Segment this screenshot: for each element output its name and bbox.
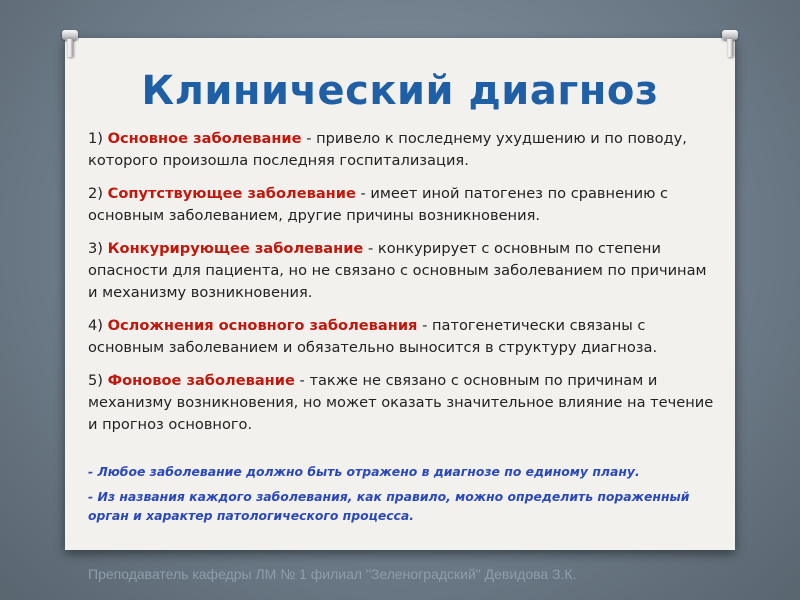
list-item [88, 238, 720, 304]
pushpin-icon [62, 30, 78, 58]
note-line: - Из названия каждого заболевания, как правило, можно определить пораженный орган и характер патологического процесса. [88, 489, 690, 523]
footer-author: Преподаватель кафедры ЛМ № 1 филиал "Зеленоградский" Девидова З.К. [88, 566, 577, 582]
item-term: Основное заболевание [107, 130, 302, 147]
item-description: - конкурирует с основным по степени опасности для пациента, но не связано с основным заболеванием по причинам и механизму возникновения. [88, 240, 707, 301]
list-item [88, 183, 720, 227]
pushpin-icon [722, 30, 738, 58]
item-description: - привело к последнему ухудшению и по поводу, которого произошла последняя госпитализация. [88, 130, 687, 169]
item-number: 2) [88, 185, 103, 202]
item-term: Сопутствующее заболевание [107, 185, 356, 202]
note-line: - Любое заболевание должно быть отражено в диагнозе по единому плану. [88, 464, 640, 479]
slide-title: Клинический диагноз [141, 68, 659, 114]
item-number: 5) [88, 372, 103, 389]
item-number: 3) [88, 240, 103, 257]
item-term: Осложнения основного заболевания [107, 317, 418, 334]
list-item [88, 315, 720, 359]
item-number: 4) [88, 317, 103, 334]
notes [88, 462, 720, 531]
item-description: - имеет иной патогенез по сравнению с основным заболеванием, другие причины возникновения. [88, 185, 669, 224]
list-item [88, 370, 720, 436]
item-term: Конкурирующее заболевание [107, 240, 364, 257]
item-description: - патогенетически связаны с основным заболеванием и обязательно выносится в структуру диагноза. [88, 317, 658, 356]
item-description: - также не связано с основным по причинам и механизму возникновения, но может оказать значительное влияние на течение и прогноз основного. [88, 372, 714, 433]
item-term: Фоновое заболевание [107, 372, 295, 389]
definition-list [88, 128, 720, 447]
item-number: 1) [88, 130, 103, 147]
list-item [88, 128, 720, 172]
